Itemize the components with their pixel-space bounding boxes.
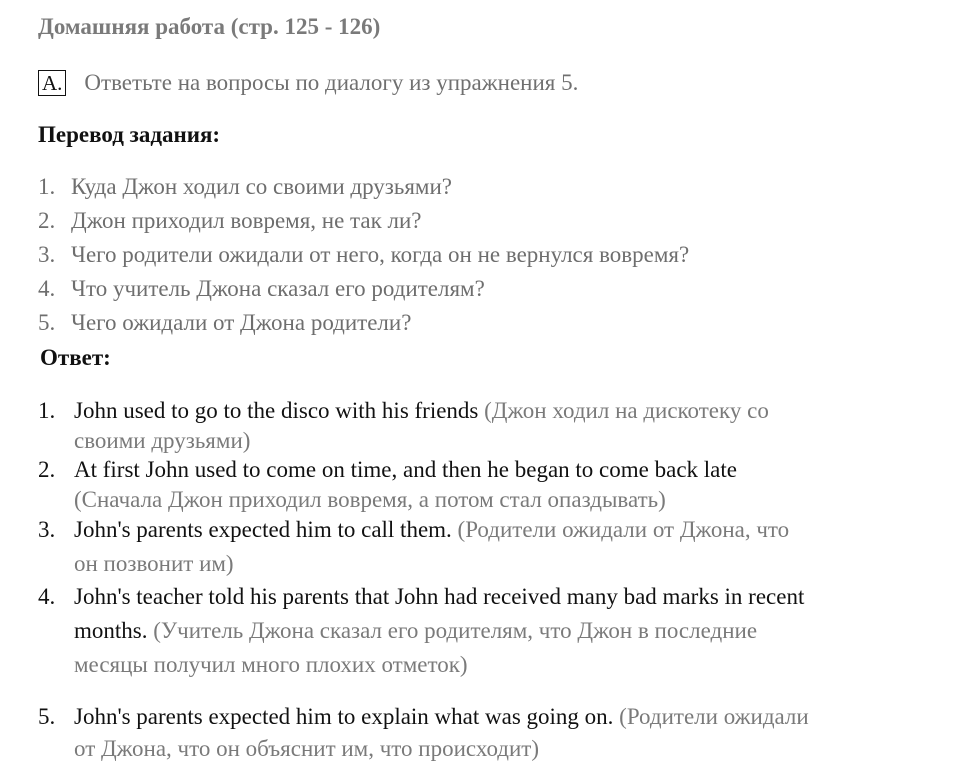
answer-body: [74, 701, 918, 765]
answer-english: At first John used to come on time, and then he began to come back late: [74, 457, 737, 482]
answer-item: [38, 396, 918, 456]
answer-russian: (Родители ожидали от Джона, что: [457, 517, 790, 542]
answer-number: 5.: [38, 704, 56, 729]
question-text: Чего ожидали от Джона родители?: [71, 310, 412, 335]
answer-item: [38, 513, 918, 581]
answer-body: [74, 513, 918, 581]
answer-item: [38, 701, 918, 765]
question-item: [38, 204, 689, 238]
answer-english: John's parents expected him to explain what was going on.: [74, 704, 614, 729]
answer-english: John's parents expected him to call them.: [74, 517, 452, 542]
questions-list: [38, 170, 689, 340]
answer-body: [74, 396, 918, 456]
question-number: 5.: [38, 310, 56, 335]
answer-russian: своими друзьями): [74, 428, 251, 453]
answer-number: 4.: [38, 584, 56, 609]
task-text: Ответьте на вопросы по диалогу из упражнения 5.: [84, 70, 579, 95]
answer-number: 1.: [38, 398, 56, 423]
answer-item: [38, 580, 918, 682]
answer-russian: (Джон ходил на дискотеку со: [484, 398, 769, 423]
question-text: Джон приходил вовремя, не так ли?: [71, 208, 422, 233]
answer-item: [38, 455, 918, 515]
answer-russian: он позвонит им): [74, 551, 234, 576]
question-number: 1.: [38, 174, 56, 199]
answer-russian: (Учитель Джона сказал его родителям, что Джон в последние: [153, 618, 758, 643]
answer-english: John used to go to the disco with his friends: [74, 398, 479, 423]
translation-heading: Перевод задания:: [38, 122, 221, 147]
question-item: [38, 306, 689, 340]
answer-body: [74, 580, 918, 682]
answer-heading: Ответ:: [40, 345, 111, 370]
question-item: [38, 272, 689, 306]
question-number: 2.: [38, 208, 56, 233]
task-letter-box: A.: [38, 70, 66, 96]
answer-russian: (Сначала Джон приходил вовремя, а потом стал опаздывать): [74, 487, 666, 512]
question-text: Чего родители ожидали от него, когда он не вернулся вовремя?: [71, 242, 690, 267]
question-number: 4.: [38, 276, 56, 301]
answer-english: John's teacher told his parents that John had received many bad marks in recent: [74, 584, 805, 609]
question-item: [38, 170, 689, 204]
answer-number: 3.: [38, 517, 56, 542]
question-item: [38, 238, 689, 272]
answer-russian: месяцы получил много плохих отметок): [74, 652, 468, 677]
answer-russian: (Родители ожидали: [619, 704, 809, 729]
answer-number: 2.: [38, 457, 56, 482]
page-title: Домашняя работа (стр. 125 - 126): [38, 14, 381, 39]
answer-body: [74, 455, 918, 515]
answer-english: months.: [74, 618, 148, 643]
task-row: [38, 68, 578, 98]
question-number: 3.: [38, 242, 56, 267]
question-text: Что учитель Джона сказал его родителям?: [71, 276, 485, 301]
question-text: Куда Джон ходил со своими друзьями?: [71, 174, 453, 199]
answer-russian: от Джона, что он объяснит им, что происходит): [74, 736, 540, 761]
